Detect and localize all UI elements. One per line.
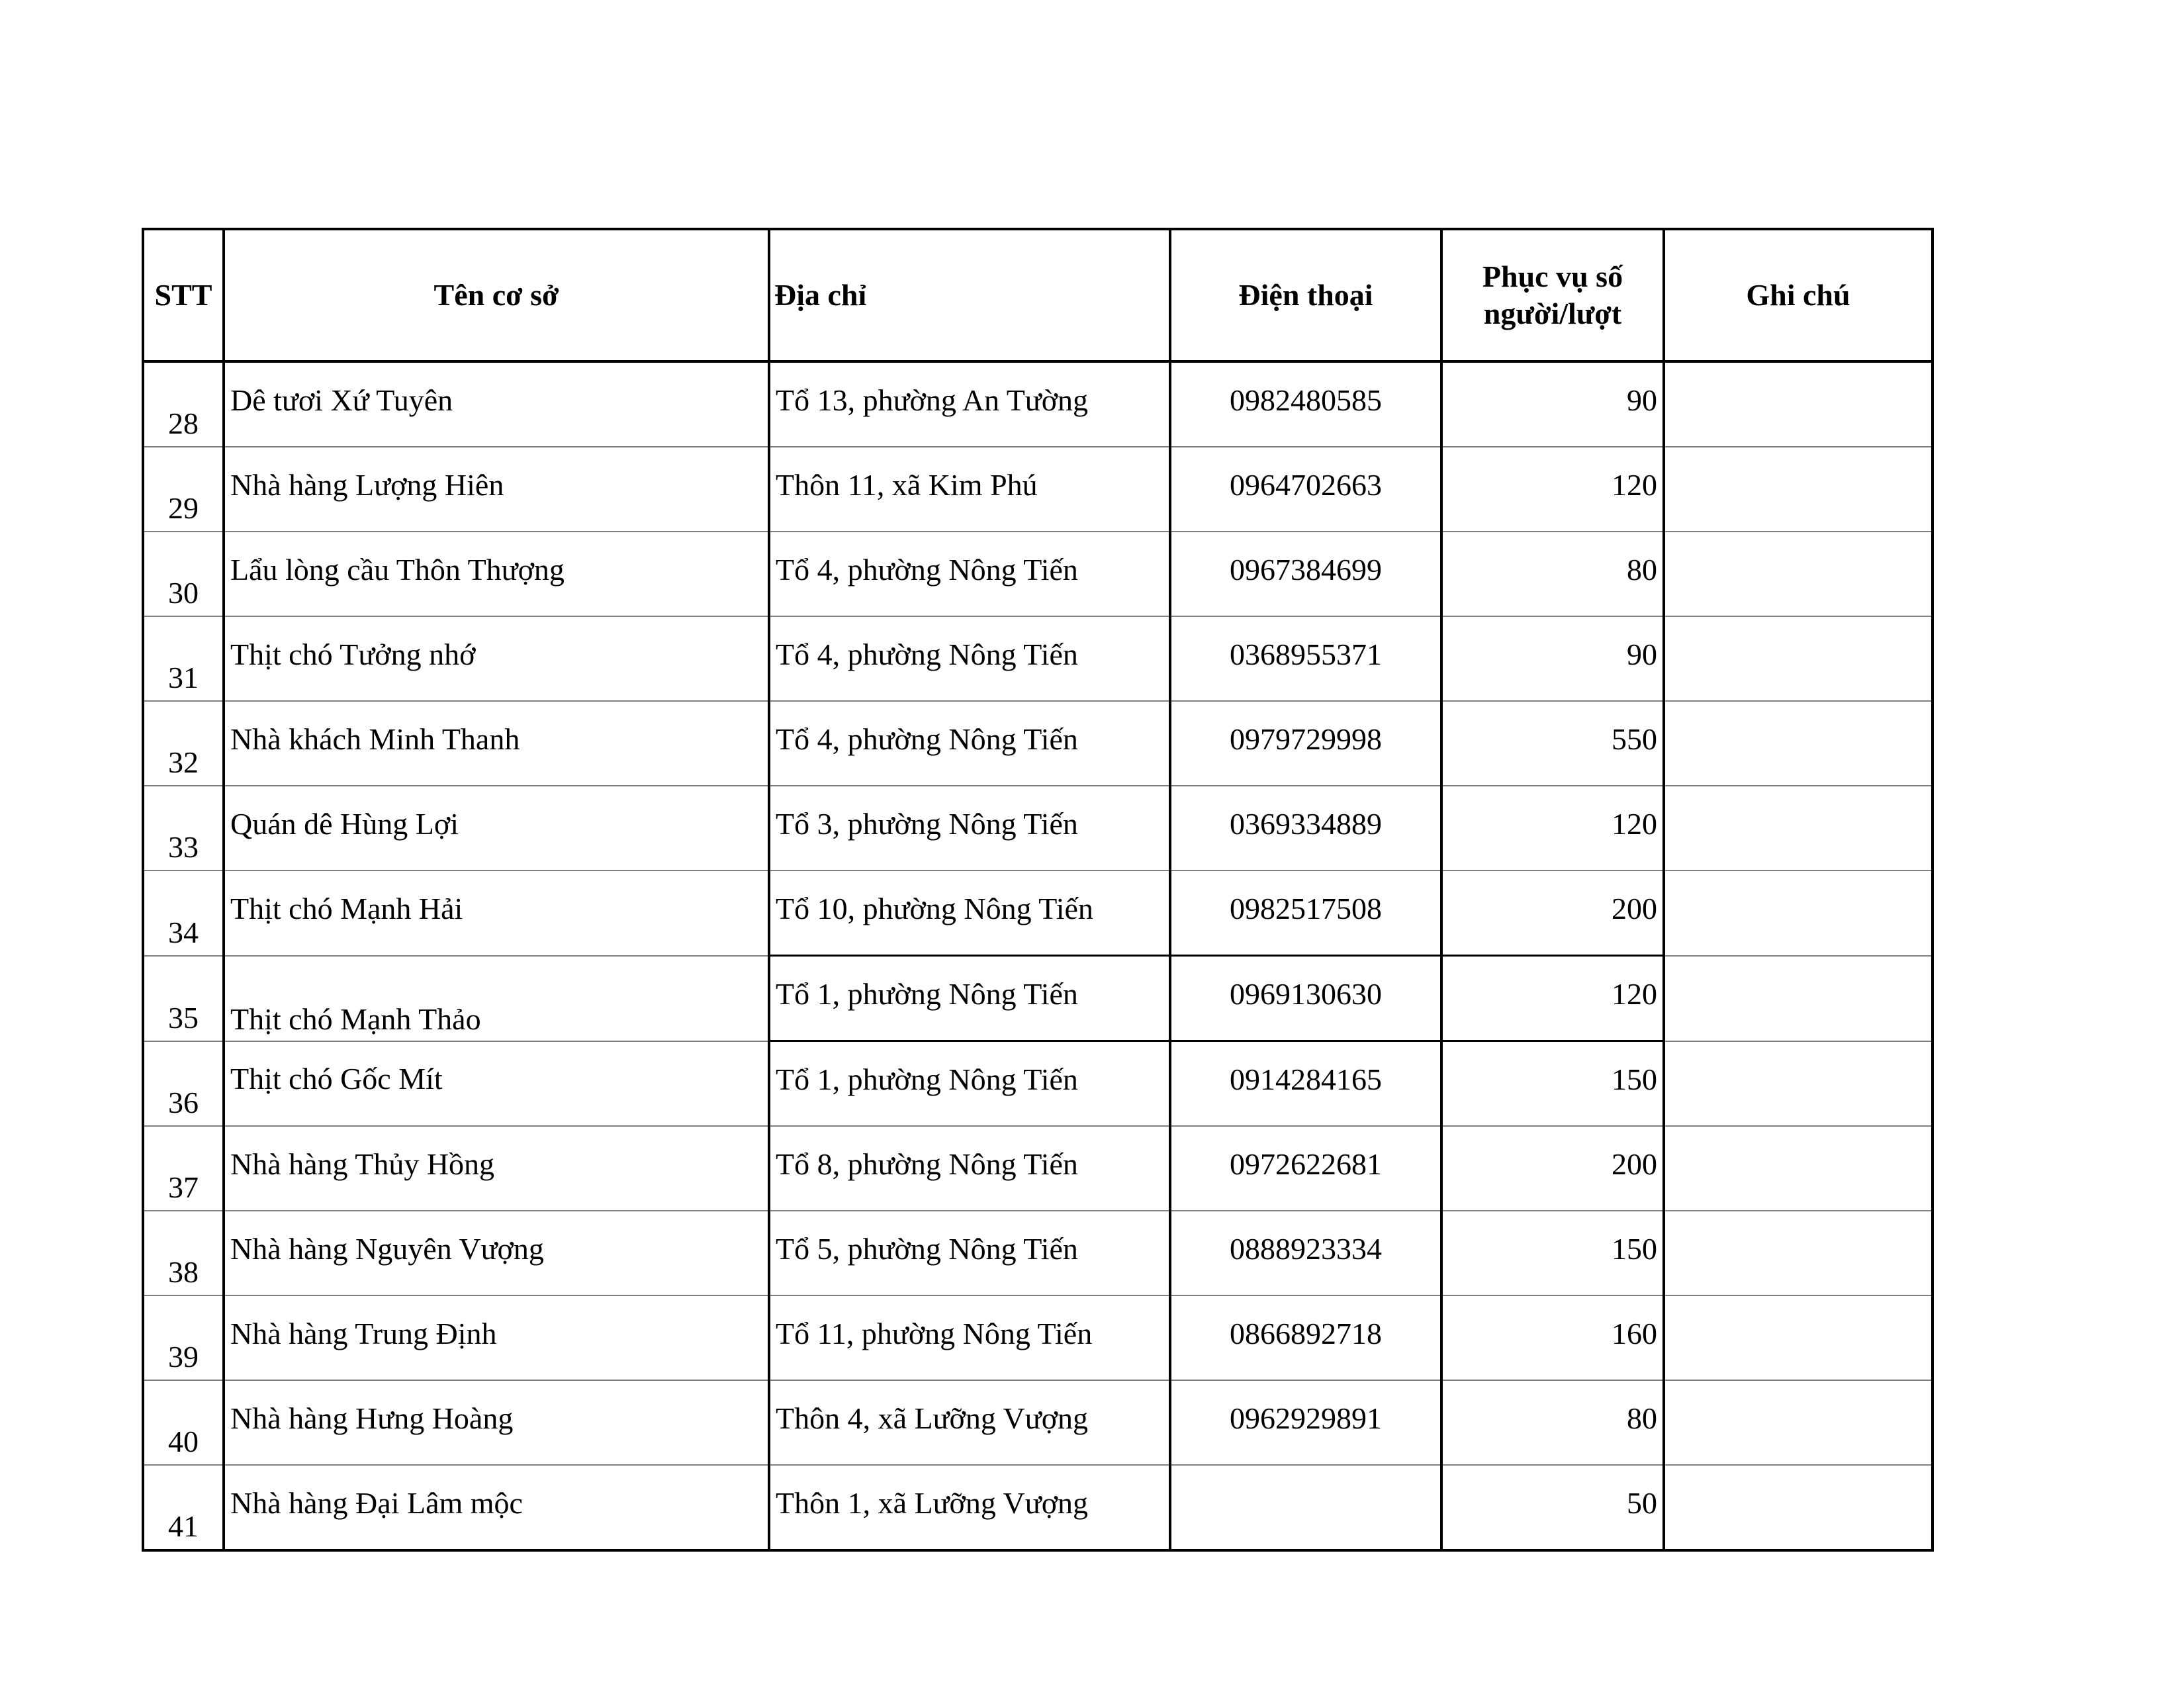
cell-phone: 0979729998: [1170, 701, 1441, 786]
table-row: [143, 956, 1933, 1041]
header-serve-capacity: [1441, 229, 1664, 361]
cell-name: Nhà khách Minh Thanh: [224, 701, 769, 786]
cell-stt: 38: [143, 1211, 224, 1295]
cell-serve-capacity: 550: [1441, 701, 1664, 786]
cell-note: [1664, 1126, 1933, 1211]
cell-phone: 0866892718: [1170, 1295, 1441, 1380]
table-row: [143, 1041, 1933, 1127]
cell-serve-capacity: 80: [1441, 532, 1664, 616]
cell-name: Nhà hàng Lượng Hiên: [224, 447, 769, 532]
cell-address: Thôn 11, xã Kim Phú: [769, 447, 1170, 532]
cell-address: Tổ 1, phường Nông Tiến: [769, 1041, 1170, 1127]
cell-address: Tổ 5, phường Nông Tiến: [769, 1211, 1170, 1295]
cell-stt: 37: [143, 1126, 224, 1211]
cell-name: Lẩu lòng cầu Thôn Thượng: [224, 532, 769, 616]
header-phone: Điện thoại: [1170, 229, 1441, 361]
cell-note: [1664, 447, 1933, 532]
table-row: [143, 870, 1933, 956]
table-row: [143, 1211, 1933, 1295]
cell-note: [1664, 956, 1933, 1041]
cell-stt: 35: [143, 956, 224, 1041]
cell-note: [1664, 361, 1933, 447]
cell-stt: 39: [143, 1295, 224, 1380]
cell-serve-capacity: 80: [1441, 1380, 1664, 1465]
cell-serve-capacity: 120: [1441, 956, 1664, 1041]
cell-address: Tổ 3, phường Nông Tiến: [769, 786, 1170, 870]
cell-note: [1664, 701, 1933, 786]
table-row: [143, 616, 1933, 701]
header-row: [143, 229, 1933, 361]
cell-phone: 0964702663: [1170, 447, 1441, 532]
cell-note: [1664, 870, 1933, 956]
table-row: [143, 1126, 1933, 1211]
cell-phone: 0368955371: [1170, 616, 1441, 701]
cell-phone: 0369334889: [1170, 786, 1441, 870]
cell-stt: 33: [143, 786, 224, 870]
cell-stt: 32: [143, 701, 224, 786]
cell-stt: 36: [143, 1041, 224, 1127]
cell-phone: 0969130630: [1170, 956, 1441, 1041]
cell-name: Thịt chó Tưởng nhớ: [224, 616, 769, 701]
header-address: Địa chỉ: [769, 229, 1170, 361]
cell-phone: 0967384699: [1170, 532, 1441, 616]
cell-serve-capacity: 50: [1441, 1465, 1664, 1550]
cell-address: Tổ 1, phường Nông Tiến: [769, 956, 1170, 1041]
cell-note: [1664, 786, 1933, 870]
cell-note: [1664, 1465, 1933, 1550]
cell-phone: 0914284165: [1170, 1041, 1441, 1127]
cell-phone: 0962929891: [1170, 1380, 1441, 1465]
cell-stt: 29: [143, 447, 224, 532]
table-row: [143, 1295, 1933, 1380]
cell-name: Nhà hàng Đại Lâm mộc: [224, 1465, 769, 1550]
header-name: Tên cơ sở: [224, 229, 769, 361]
header-stt: STT: [143, 229, 224, 361]
cell-name: Dê tươi Xứ Tuyên: [224, 361, 769, 447]
table-row: [143, 447, 1933, 532]
header-note: Ghi chú: [1664, 229, 1933, 361]
cell-name: Thịt chó Mạnh Hải: [224, 870, 769, 956]
cell-note: [1664, 532, 1933, 616]
cell-stt: 40: [143, 1380, 224, 1465]
cell-phone: 0982517508: [1170, 870, 1441, 956]
cell-serve-capacity: 160: [1441, 1295, 1664, 1380]
cell-serve-capacity: 120: [1441, 447, 1664, 532]
cell-name: Thịt chó Mạnh Thảo: [224, 956, 769, 1041]
table-row: [143, 532, 1933, 616]
cell-address: Tổ 4, phường Nông Tiến: [769, 616, 1170, 701]
table-row: [143, 701, 1933, 786]
cell-stt: 30: [143, 532, 224, 616]
cell-phone: 0888923334: [1170, 1211, 1441, 1295]
cell-note: [1664, 1211, 1933, 1295]
cell-note: [1664, 616, 1933, 701]
cell-serve-capacity: 90: [1441, 361, 1664, 447]
cell-name: Nhà hàng Hưng Hoàng: [224, 1380, 769, 1465]
header-serve-line2: người/lượt: [1483, 297, 1622, 330]
table-header: [143, 229, 1933, 361]
establishment-table: [142, 228, 1934, 1552]
cell-serve-capacity: 120: [1441, 786, 1664, 870]
cell-serve-capacity: 150: [1441, 1211, 1664, 1295]
cell-serve-capacity: 90: [1441, 616, 1664, 701]
cell-address: Thôn 1, xã Lưỡng Vượng: [769, 1465, 1170, 1550]
cell-stt: 34: [143, 870, 224, 956]
cell-serve-capacity: 200: [1441, 870, 1664, 956]
cell-note: [1664, 1295, 1933, 1380]
table-body: [143, 361, 1933, 1550]
cell-serve-capacity: 150: [1441, 1041, 1664, 1127]
table-row: [143, 1380, 1933, 1465]
table-row: [143, 786, 1933, 870]
cell-address: Tổ 8, phường Nông Tiến: [769, 1126, 1170, 1211]
cell-address: Tổ 13, phường An Tường: [769, 361, 1170, 447]
cell-address: Tổ 11, phường Nông Tiến: [769, 1295, 1170, 1380]
cell-address: Tổ 4, phường Nông Tiến: [769, 701, 1170, 786]
cell-name: Nhà hàng Thủy Hồng: [224, 1126, 769, 1211]
cell-serve-capacity: 200: [1441, 1126, 1664, 1211]
cell-note: [1664, 1041, 1933, 1127]
cell-stt: 41: [143, 1465, 224, 1550]
cell-address: Tổ 10, phường Nông Tiến: [769, 870, 1170, 956]
cell-name: Nhà hàng Trung Định: [224, 1295, 769, 1380]
table-row: [143, 1465, 1933, 1550]
header-serve-line1: Phục vụ số: [1482, 259, 1623, 293]
cell-name: Thịt chó Gốc Mít: [224, 1041, 769, 1127]
cell-note: [1664, 1380, 1933, 1465]
cell-stt: 28: [143, 361, 224, 447]
table-row: [143, 361, 1933, 447]
cell-address: Tổ 4, phường Nông Tiến: [769, 532, 1170, 616]
cell-stt: 31: [143, 616, 224, 701]
cell-address: Thôn 4, xã Lưỡng Vượng: [769, 1380, 1170, 1465]
cell-phone: 0972622681: [1170, 1126, 1441, 1211]
cell-phone: [1170, 1465, 1441, 1550]
cell-phone: 0982480585: [1170, 361, 1441, 447]
cell-name: Nhà hàng Nguyên Vượng: [224, 1211, 769, 1295]
cell-name: Quán dê Hùng Lợi: [224, 786, 769, 870]
